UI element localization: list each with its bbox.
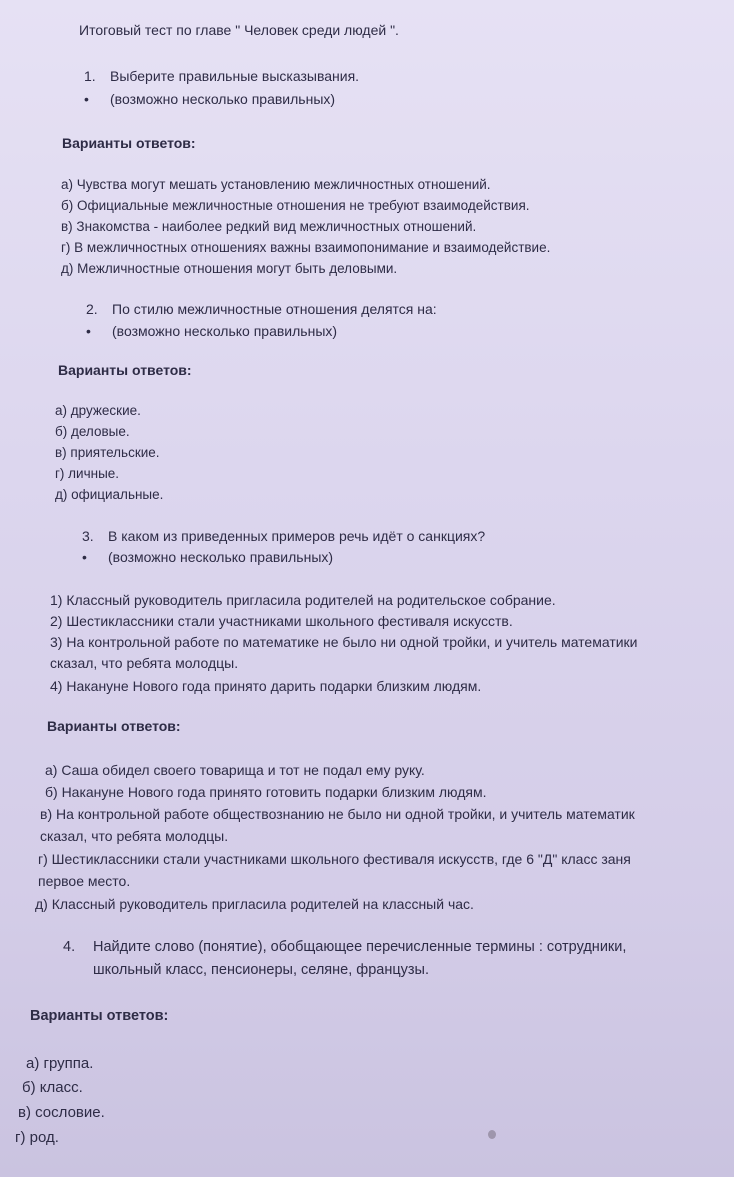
question-1-note [84,91,335,107]
answer-option: б) Накануне Нового года принято готовить подарки близким людям. [45,784,487,800]
question-1 [84,68,359,84]
question-3 [82,528,485,544]
question-text: В каком из приведенных примеров речь идёт о санкциях? [108,528,486,544]
answer-option: д) Межличностные отношения могут быть деловыми. [61,261,398,276]
answers-heading: Варианты ответов: [62,135,196,151]
answer-option: б) класс. [22,1079,83,1096]
answer-option: д) Классный руководитель пригласила родителей на классный час. [35,896,474,912]
question-number: 2. [86,301,98,317]
answers-heading: Варианты ответов: [58,362,192,378]
answer-option: б) Официальные межличностные отношения не требуют взаимодействия. [61,198,530,213]
question-text: По стилю межличностные отношения делятся на: [112,301,437,317]
answer-option: г) род. [15,1129,59,1146]
answer-option: г) Шестиклассники стали участниками школьного фестиваля искусств, где 6 "Д" класс заня [38,851,631,867]
bullet-icon: • [86,323,91,339]
question-text: Найдите слово (понятие), обобщающее перечисленные термины : сотрудники, [93,939,627,955]
answer-option: в) Знакомства - наиболее редкий вид межличностных отношений. [61,219,477,234]
note-text: (возможно несколько правильных) [110,91,336,107]
answer-option: первое место. [38,873,131,889]
answers-heading: Варианты ответов: [30,1008,169,1024]
bullet-icon: • [84,91,89,107]
example-item: 4) Накануне Нового года принято дарить подарки близким людям. [50,678,482,694]
answer-option: сказал, что ребята молодцы. [40,828,229,844]
example-item: 2) Шестиклассники стали участниками школьного фестиваля искусств. [50,613,513,629]
answer-option: в) сословие. [18,1104,105,1121]
question-4-continuation: школьный класс, пенсионеры, селяне, французы. [93,962,429,978]
answer-option: а) группа. [26,1055,94,1072]
answer-option: д) официальные. [55,487,164,502]
example-item: 1) Классный руководитель пригласила родителей на родительское собрание. [50,592,556,608]
example-item: сказал, что ребята молодцы. [50,655,239,671]
page-title: Итоговый тест по главе " Человек среди людей ". [79,22,399,38]
question-number: 3. [82,528,94,544]
answer-option: а) Чувства могут мешать установлению межличностных отношений. [61,177,491,192]
question-number: 1. [84,68,96,84]
question-text: Выберите правильные высказывания. [110,68,360,84]
bullet-icon: • [82,549,87,565]
answer-option: в) На контрольной работе обществознанию не было ни одной тройки, и учитель математик [40,806,635,822]
answer-option: в) приятельские. [55,445,160,460]
note-text: (возможно несколько правильных) [108,549,334,565]
answer-option: а) Саша обидел своего товарища и тот не подал ему руку. [45,762,425,778]
question-4 [63,939,626,955]
answer-option: г) личные. [55,466,120,481]
note-text: (возможно несколько правильных) [112,323,338,339]
answers-heading: Варианты ответов: [47,718,181,734]
question-3-note [82,549,333,565]
answer-option: а) дружеские. [55,403,141,418]
paper-mark [488,1130,496,1139]
question-2 [86,301,437,317]
answer-option: г) В межличностных отношениях важны взаимопонимание и взаимодействие. [61,240,551,255]
answer-option: б) деловые. [55,424,130,439]
question-2-note [86,323,337,339]
question-number: 4. [63,939,76,955]
example-item: 3) На контрольной работе по математике не было ни одной тройки, и учитель математики [50,634,638,650]
